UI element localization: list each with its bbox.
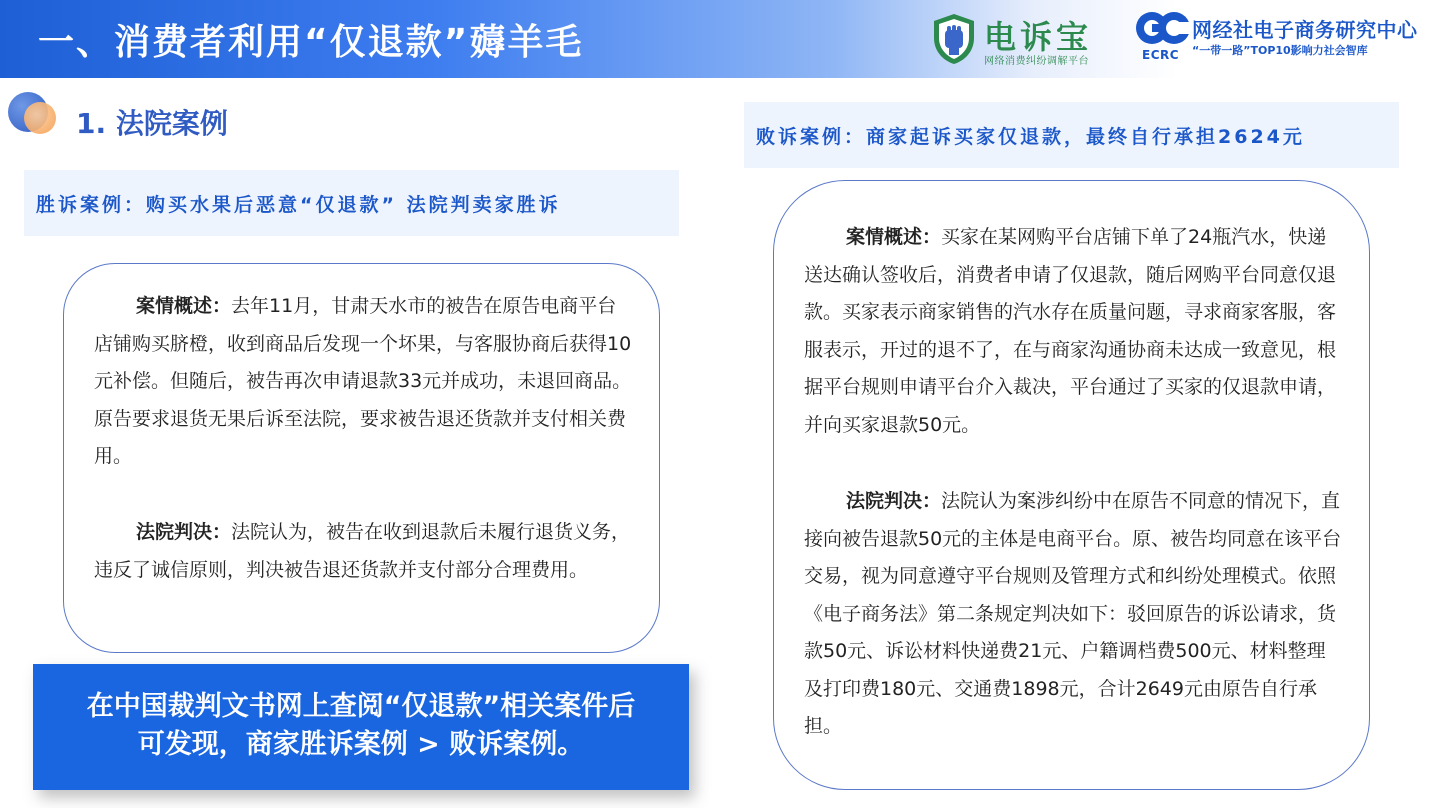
ecrc-logo-abbr: ECRC — [1142, 48, 1180, 62]
win-case-summary-text: 去年11月，甘肃天水市的被告在原告电商平台店铺购买脐橙，收到商品后发现一个坏果，与客服协商后获得10元补偿。但随后，被告再次申请退款33元并成功，未退回商品。原告要求退货无果后诉至法院，要求被告退还货款并支付相关费用。 — [94, 295, 632, 467]
lose-case-banner-text: 败诉案例：商家起诉买家仅退款，最终自行承担2624元 — [756, 126, 1305, 148]
shield-fist-icon — [930, 12, 978, 66]
lose-case-summary-text: 买家在某网购平台店铺下单了24瓶汽水，快递送达确认签收后，消费者申请了仅退款，随后网购平台同意仅退款。买家表示商家销售的汽水存在质量问题，寻求商家客服，客服表示，开过的退不了，在与商家沟通协商未达成一致意见，根据平台规则申请平台介入裁决，平台通过了买家的仅退款申请，并向买家退款50元。 — [804, 226, 1337, 436]
page-title: 一、消费者利用“仅退款”薅羊毛 — [38, 22, 584, 63]
dsb-logo-name: 电诉宝 — [984, 18, 1093, 56]
conclusion-line-2: 可发现，商家胜诉案例 > 败诉案例。 — [137, 729, 585, 760]
win-case-ruling-text: 法院认为，被告在收到退款后未履行退货义务，违反了诚信原则，判决被告退还货款并支付部分合理费用。 — [94, 521, 631, 581]
lose-case-summary — [804, 219, 1344, 444]
lose-case-ruling-label: 法院判决： — [846, 490, 942, 512]
lose-case-ruling-text: 法院认为案涉纠纷中在原告不同意的情况下，直接向被告退款50元的主体是电商平台。原、被告均同意在该平台交易，视为同意遵守平台规则及管理方式和纠纷处理模式。依照《电子商务法》第二条规定判决如下：驳回原告的诉讼请求，货款50元、诉讼材料快递费21元、户籍调档费500元、材料整理及打印费180元、交通费1898元，合计2649元由原告自行承担。 — [804, 490, 1342, 737]
lose-case-banner — [744, 102, 1399, 168]
win-case-banner — [24, 170, 679, 236]
conclusion-box — [33, 664, 689, 790]
ec-logo-icon — [1134, 10, 1192, 50]
conclusion-text — [33, 688, 689, 764]
win-case-banner-text: 胜诉案例：购买水果后恶意“仅退款” 法院判卖家胜诉 — [36, 194, 561, 216]
ecrc-logo — [1134, 10, 1434, 70]
section-title: 1. 法院案例 — [76, 107, 228, 140]
lose-case-ruling — [804, 483, 1344, 746]
orange-circle-icon — [24, 102, 56, 134]
header-bar — [0, 0, 1436, 78]
win-case-box — [63, 263, 660, 653]
conclusion-line-1: 在中国裁判文书网上查阅“仅退款”相关案件后 — [86, 691, 636, 722]
dsb-logo-subtitle: 网络消费纠纷调解平台 — [984, 56, 1089, 67]
section-decoration-circles — [8, 92, 64, 142]
win-case-summary-label: 案情概述： — [136, 295, 232, 317]
win-case-ruling-label: 法院判决： — [136, 521, 232, 543]
ecrc-logo-slogan: “一带一路”TOP10影响力社会智库 — [1192, 44, 1368, 57]
lose-case-summary-label: 案情概述： — [846, 226, 942, 248]
ecrc-logo-name: 网经社电子商务研究中心 — [1192, 18, 1418, 42]
win-case-summary — [94, 288, 634, 476]
win-case-ruling — [94, 514, 634, 589]
lose-case-box — [773, 180, 1370, 790]
dsb-logo — [930, 12, 1105, 70]
